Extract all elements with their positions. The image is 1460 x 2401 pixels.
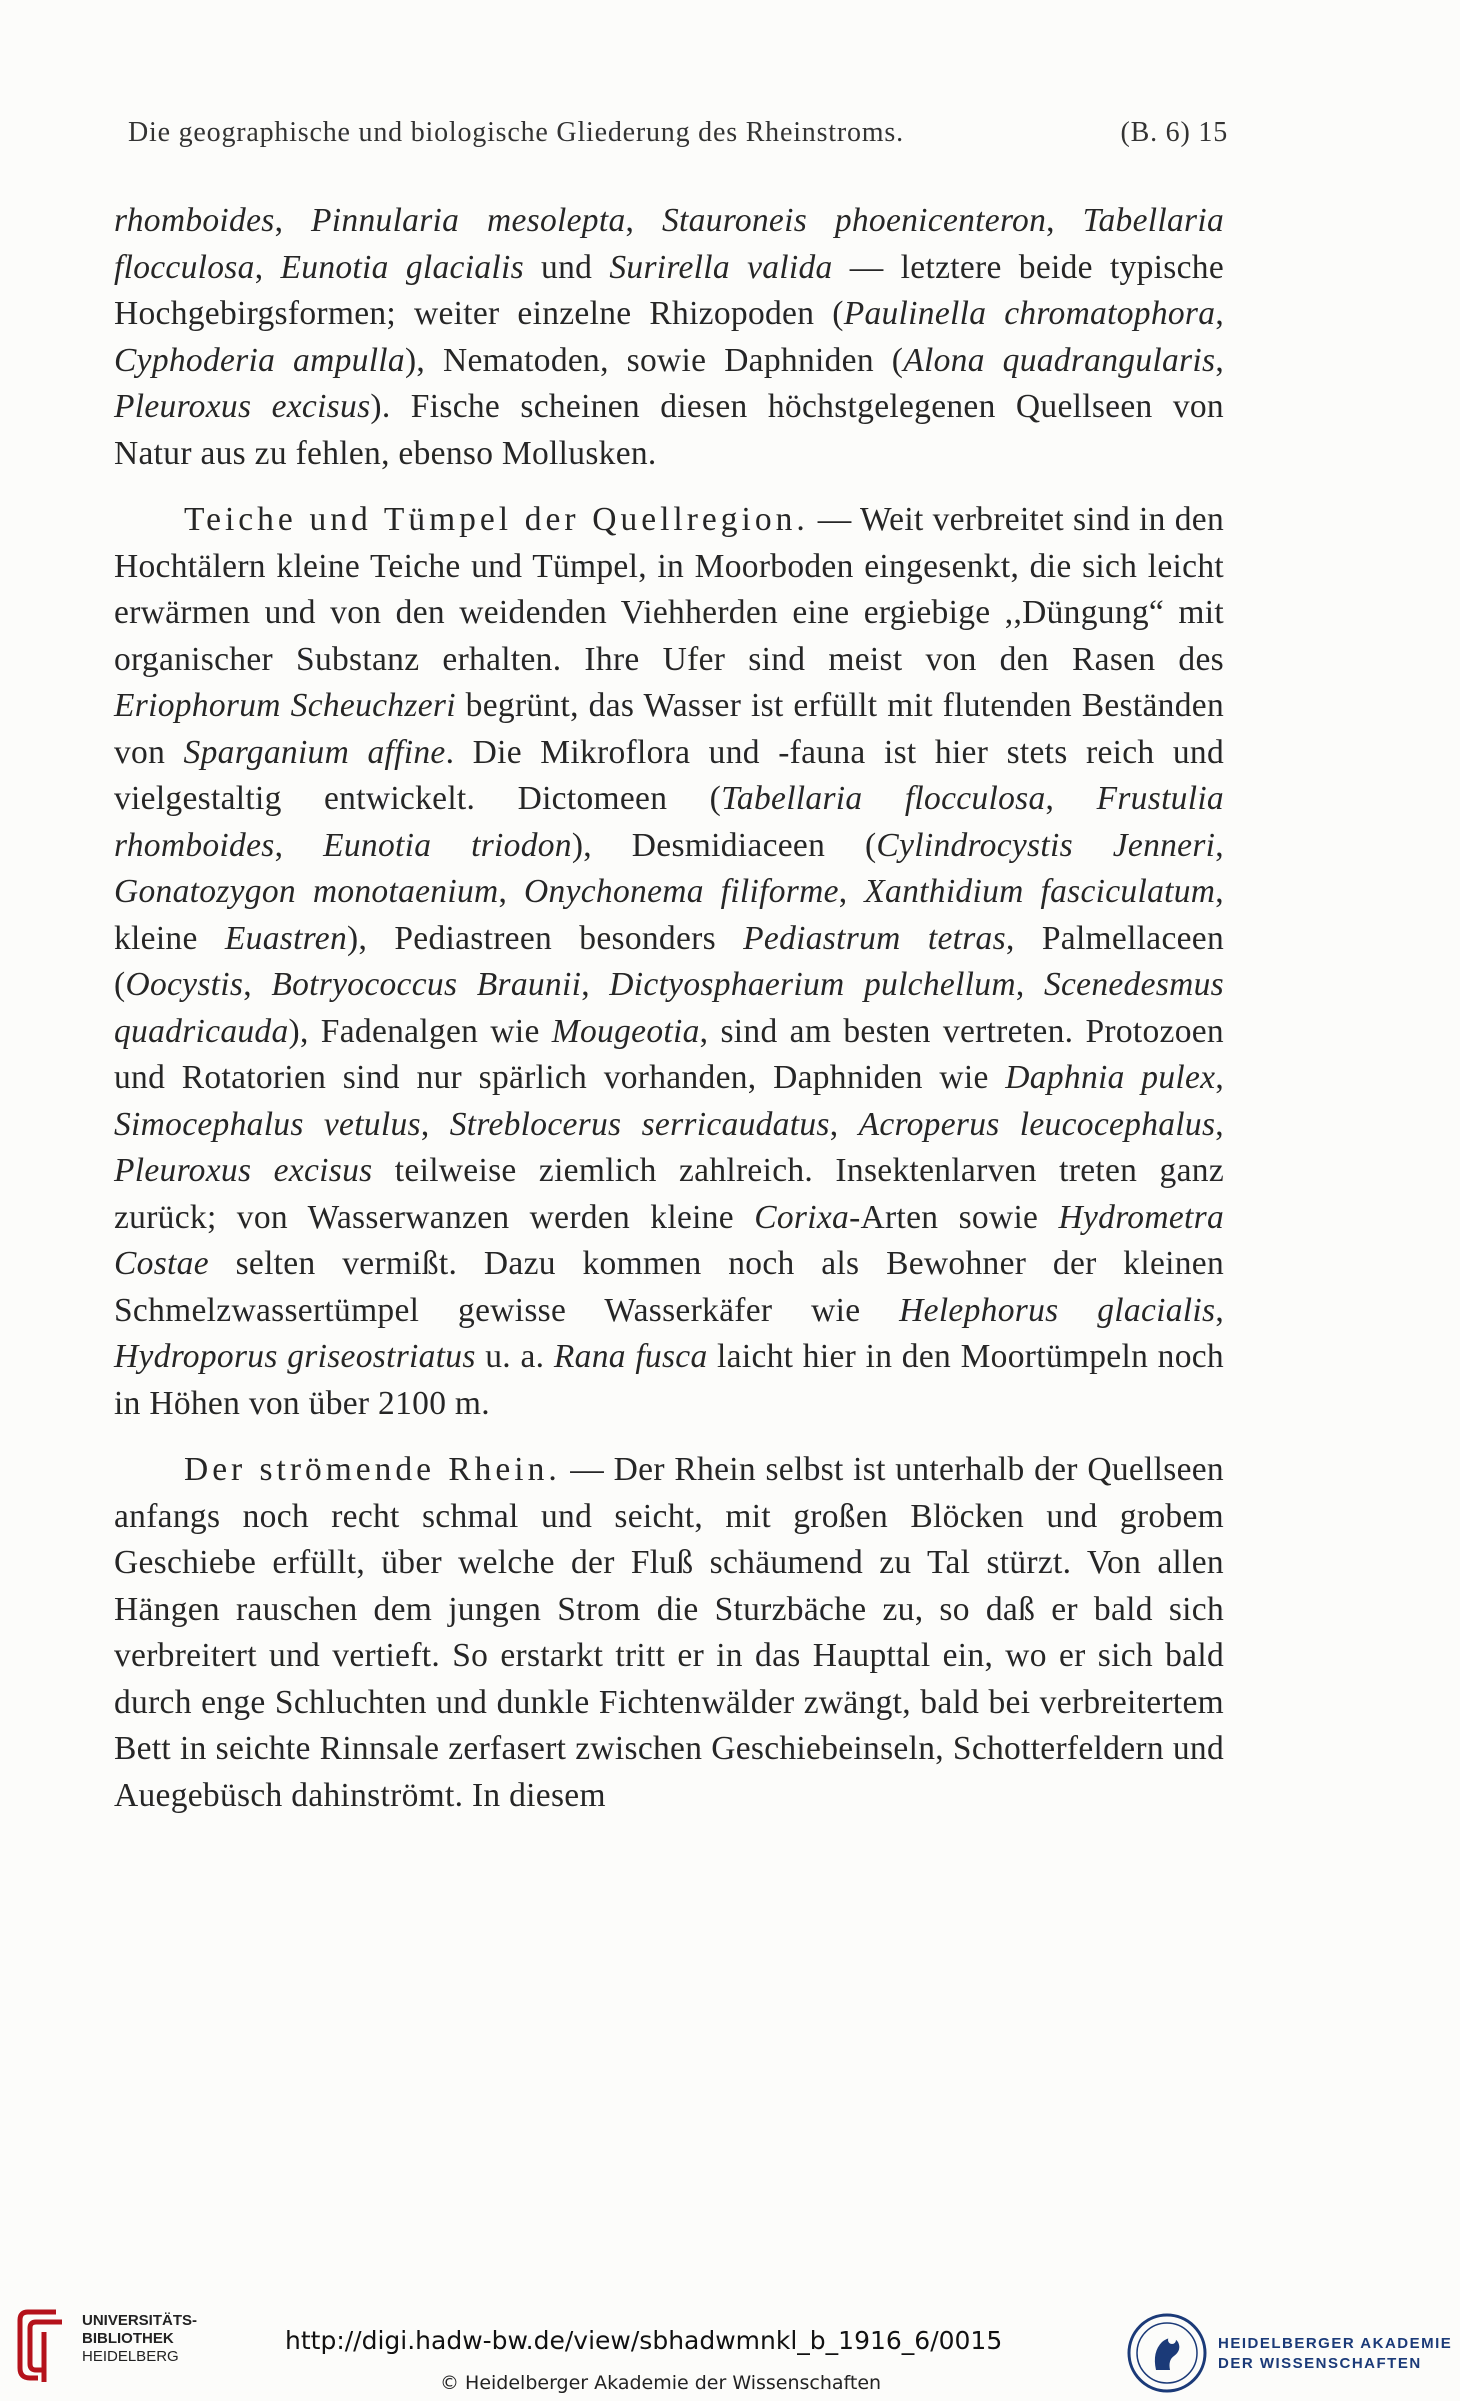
text-run: ), Pediastreen besonders xyxy=(347,919,744,957)
species-name: Oocystis xyxy=(125,966,244,1003)
species-name: Paulinella chromatophora xyxy=(843,295,1216,332)
species-name: Sparganium affine xyxy=(183,733,446,771)
text-run: ), Desmidiaceen ( xyxy=(571,826,877,864)
species-name: Pleuroxus excisus xyxy=(114,388,371,425)
text-run: begrünt, das Wasser ist erfüllt mit flutenden Beständen von xyxy=(114,687,1224,771)
species-name: Onychonema filiforme xyxy=(524,873,839,910)
species-name: Euastren xyxy=(224,919,347,957)
university-library-logo-icon xyxy=(16,2308,68,2386)
species-name: Pleuroxus excisus xyxy=(114,1152,373,1189)
library-line-1: UNIVERSITÄTS- xyxy=(82,2312,198,2329)
text-run: ). Fische scheinen diesen höchstgelegenen Quellseen von Natur aus zu fehlen, ebenso Mollusken. xyxy=(114,388,1224,472)
text-run: , xyxy=(838,873,865,910)
text-run: , xyxy=(1046,202,1083,239)
species-name: Alona quadrangularis xyxy=(903,341,1216,379)
library-line-2: BIBLIOTHEK xyxy=(82,2330,174,2347)
academy-name xyxy=(1218,2334,1452,2374)
species-name: Gonatozygon monotaenium xyxy=(114,873,499,910)
species-name: Tabellaria flocculosa xyxy=(721,780,1046,817)
species-name: Daphnia pulex xyxy=(1005,1059,1216,1096)
text-run: , xyxy=(625,202,662,239)
header-title: Die geographische und biologische Gliederung des Rheinstroms. xyxy=(128,117,904,148)
species-name: Frustulia rhomboides xyxy=(114,780,1224,864)
species-name: Eunotia glacialis xyxy=(280,248,524,286)
running-header xyxy=(128,117,1228,149)
species-name: Stauroneis phoenicenteron xyxy=(661,202,1047,239)
species-name: Dictyosphaerium pulchellum xyxy=(609,966,1016,1003)
permalink-url[interactable]: http://digi.hadw-bw.de/view/sbhadwmnkl_b_1916_6/0015 xyxy=(285,2326,1003,2355)
header-page-ref: (B. 6) 15 xyxy=(1120,117,1228,148)
academy-seal-icon xyxy=(1126,2312,1208,2394)
text-run: ), Fadenalgen wie xyxy=(288,1012,552,1050)
species-name: Hydroporus griseostriatus xyxy=(114,1338,476,1375)
species-name: Hydrometra Costae xyxy=(114,1198,1224,1282)
species-name: rhomboides xyxy=(114,202,275,239)
species-name: Xanthidium fasciculatum xyxy=(864,873,1216,910)
academy-line-1: HEIDELBERGER AKADEMIE xyxy=(1218,2335,1453,2352)
text-run: selten vermißt. Dazu kommen noch als Bewohner der kleinen Schmelzwassertümpel gewisse Wasserkäfer wie xyxy=(114,1245,1224,1329)
text-run: , kleine xyxy=(114,873,1224,957)
academy-line-2: DER WISSENSCHAFTEN xyxy=(1218,2355,1422,2372)
text-run: , xyxy=(498,873,525,910)
species-name: Pinnularia mesolepta xyxy=(311,202,626,239)
body-text xyxy=(114,198,1224,1819)
text-run: , xyxy=(581,966,610,1003)
species-name: Cylindrocystis Jenneri xyxy=(876,826,1216,864)
text-run: -Arten sowie xyxy=(849,1198,1059,1236)
text-run: , xyxy=(829,1105,859,1143)
species-name: Eunotia triodon xyxy=(323,826,572,864)
text-run: laicht hier in den Moortümpeln noch in Höhen von über 2100 m. xyxy=(114,1338,1224,1422)
paragraph-2 xyxy=(114,497,1224,1427)
species-name: Acroperus leucocephalus xyxy=(858,1105,1216,1143)
species-name: Botryococcus Braunii xyxy=(271,966,582,1003)
species-name: Mougeotia xyxy=(551,1012,700,1050)
text-run: ), Nematoden, sowie Daphniden ( xyxy=(404,341,904,379)
text-run: , xyxy=(274,202,312,239)
footer-bar xyxy=(0,2290,1460,2401)
text-run: , xyxy=(1215,1059,1224,1096)
species-name: Simocephalus vetulus xyxy=(114,1105,421,1143)
species-name: Scenedesmus quadricauda xyxy=(114,966,1224,1050)
text-run: — Der Rhein selbst ist unterhalb der Quellseen anfangs noch recht schmal und seicht, mit großen Blöcken und grobem Geschiebe erfüllt, über welche der Fluß schäumend zu Tal stürzt. Von allen Hängen rauschen dem jungen Strom die Sturzbäche zu, so daß er bald sich verbreitert und vertieft. So erstarkt tritt er in das Haupttal ein, wo er sich bald durch enge Schluchten und dunkle Fichtenwälder zwängt, bald bei verbreitertem Bett in seichte Rinnsale zerfasert zwischen Geschiebeinseln, Schotterfeldern und Auegebüsch dahinströmt. In diesem xyxy=(114,1451,1224,1814)
copyright-notice: © Heidelberger Akademie der Wissenschaften xyxy=(440,2372,882,2394)
species-name: Streblocerus serricaudatus xyxy=(449,1105,830,1143)
text-run: , xyxy=(254,248,281,286)
university-library-name xyxy=(82,2312,197,2366)
text-run: , xyxy=(420,1105,450,1143)
text-run: , xyxy=(1045,780,1097,817)
species-name: Surirella valida xyxy=(609,248,833,286)
text-run: — letztere beide typische Hochgebirgsformen; weiter einzelne Rhizopoden ( xyxy=(114,248,1224,332)
species-name: Rana fusca xyxy=(553,1338,708,1375)
text-run: und xyxy=(523,248,610,286)
species-name: Helephorus glacialis xyxy=(899,1291,1216,1329)
paragraph-1 xyxy=(114,198,1224,477)
text-run: , sind am besten vertreten. Protozoen und Rotatorien sind nur spärlich vorhanden, Daphniden wie xyxy=(114,1012,1224,1096)
text-run: , Palmellaceen ( xyxy=(114,919,1225,1003)
text-run: , xyxy=(1015,966,1044,1003)
text-run: , xyxy=(1215,341,1225,379)
text-run: , xyxy=(274,826,324,864)
species-name: Tabellaria flocculosa xyxy=(114,202,1224,286)
text-run: , xyxy=(1215,1291,1225,1329)
text-run: teilweise ziemlich zahlreich. Insektenlarven treten ganz zurück; von Wasserwanzen werden kleine xyxy=(114,1152,1224,1236)
text-run: , xyxy=(1215,1105,1224,1143)
text-run: , xyxy=(1215,826,1224,864)
text-run: , xyxy=(243,966,272,1003)
paragraph-3 xyxy=(114,1447,1224,1819)
section-heading: Teiche und Tümpel der Quellregion. xyxy=(184,501,809,538)
section-heading: Der strömende Rhein. xyxy=(184,1451,561,1488)
library-line-3: HEIDELBERG xyxy=(82,2348,179,2365)
text-run: , xyxy=(1215,295,1224,332)
text-run: . Die Mikroflora und -fauna ist hier stets reich und vielgestaltig entwickelt. Dictomeen ( xyxy=(114,733,1225,817)
species-name: Eriophorum Scheuchzeri xyxy=(114,687,456,724)
species-name: Cyphoderia ampulla xyxy=(114,341,405,379)
text-run: u. a. xyxy=(475,1338,554,1375)
species-name: Pediastrum tetras xyxy=(743,919,1006,957)
species-name: Corixa xyxy=(754,1198,850,1236)
text-run: — Weit verbreitet sind in den Hochtälern kleine Teiche und Tümpel, in Moorboden eingesenkt, die sich leicht erwärmen und von den weidenden Viehherden eine ergiebige ,,Düngung“ mit organischer Substanz erhalten. Ihre Ufer sind meist von den Rasen des xyxy=(114,501,1224,678)
